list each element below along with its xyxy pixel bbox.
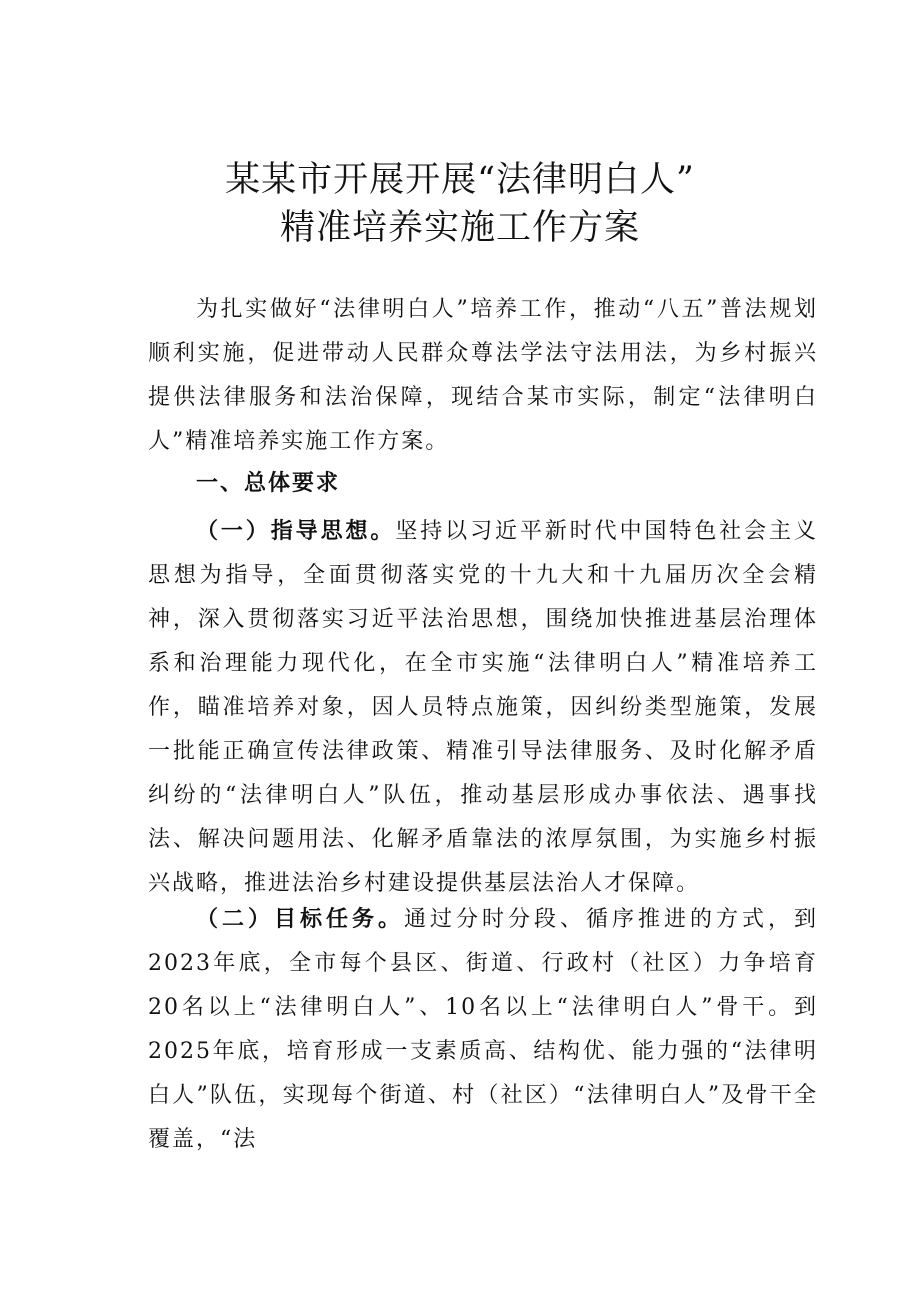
paragraph-goals-tasks bbox=[148, 898, 818, 1162]
section-heading-overall-requirements: 一、总体要求 bbox=[196, 471, 341, 496]
document-title-line2: 精准培养实施工作方案 bbox=[279, 208, 640, 248]
paragraph-text-goals-tasks: 通过分时分段、循序推进的方式，到2023年底，全市每个县区、街道、行政村（社区）力争培育20名以上“法律明白人”、10名以上“法律明白人”骨干。到2025年底，培育形成一支素质高、结构优、能力强的“法律明白人”队伍，实现每个街道、村（社区）“法律明白人”及骨干全覆盖，“法 bbox=[148, 907, 818, 1152]
paragraph-text-guiding-ideology: 坚持以习近平新时代中国特色社会主义思想为指导，全面贯彻落实党的十九大和十九届历次全会精神，深入贯彻落实习近平法治思想，围绕加快推进基层治理体系和治理能力现代化，在全市实施“法律明白人”精准培养工作，瞄准培养对象，因人员特点施策，因纠纷类型施策，发展一批能正确宣传法律政策、精准引导法律服务、及时化解矛盾纠纷的“法律明白人”队伍，推动基层形成办事依法、遇事找法、解决问题用法、化解矛盾靠法的浓厚氛围，为实施乡村振兴战略，推进法治乡村建设提供基层法治人才保障。 bbox=[148, 519, 818, 896]
document-title-line1: 某某市开展开展“法律明白人” bbox=[225, 160, 695, 200]
paragraph-lead-goals-tasks: （二）目标任务。 bbox=[196, 907, 404, 932]
paragraph-lead-guiding-ideology: （一）指导思想。 bbox=[196, 519, 396, 544]
intro-paragraph: 为扎实做好“法律明白人”培养工作，推动“八五”普法规划顺利实施，促进带动人民群众尊法学法守法用法，为乡村振兴提供法律服务和法治保障，现结合某市实际，制定“法律明白人”精准培养实施工作方案。 bbox=[148, 297, 818, 454]
paragraph-guiding-ideology bbox=[148, 510, 818, 906]
